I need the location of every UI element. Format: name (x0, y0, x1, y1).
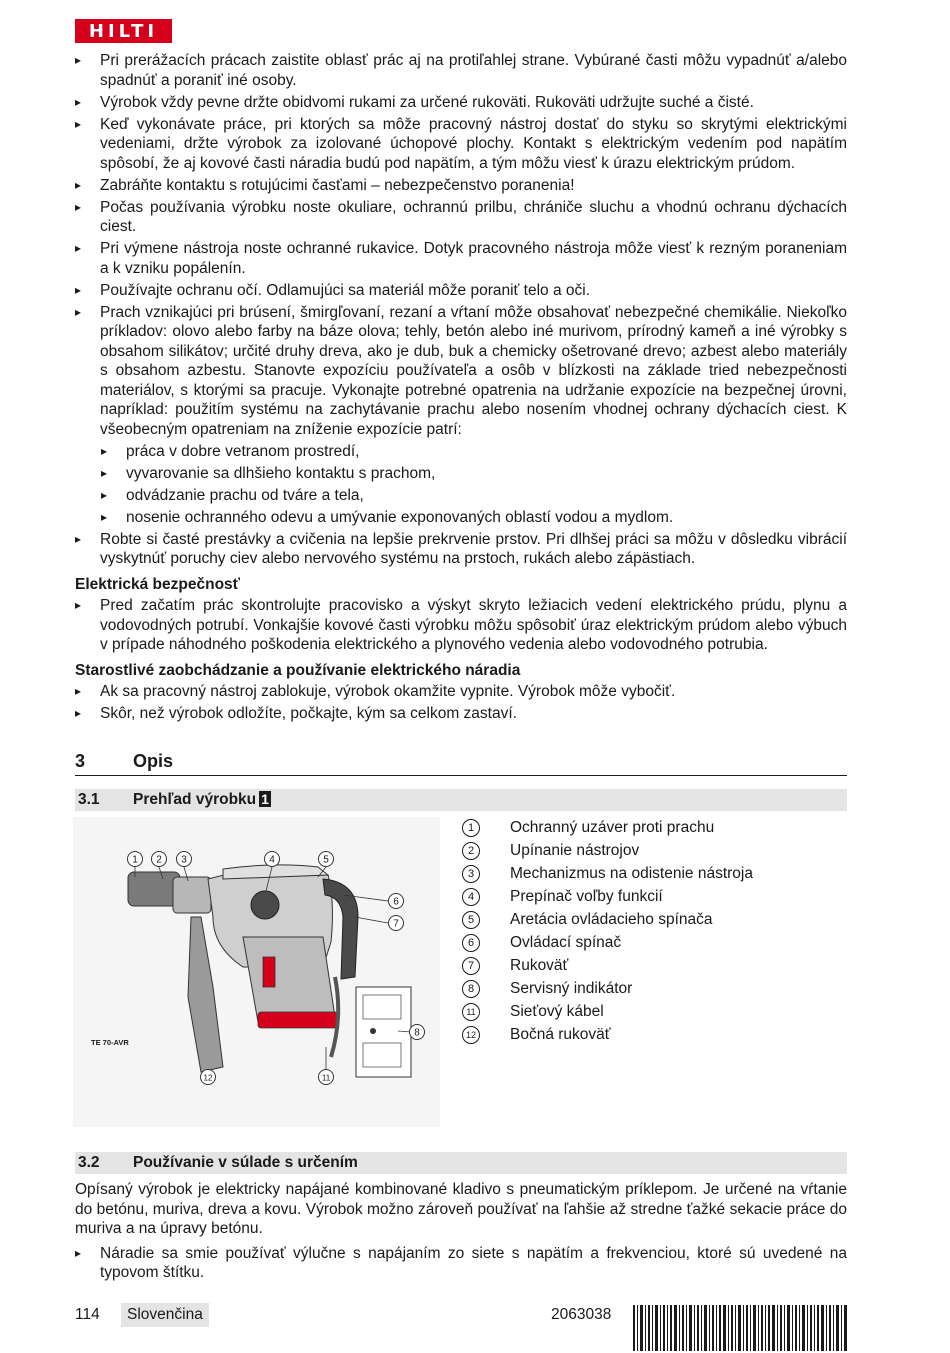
hilti-logo: HILTI (75, 19, 172, 43)
safety-bullet: ▸ Výrobok vždy pevne držte obidvomi rukami za určené rukoväti. Rukoväti udržujte suché a čisté. (75, 93, 847, 113)
dust-measure-item: ▸ práca v dobre vetranom prostredí, (101, 442, 847, 462)
safety-content (75, 51, 847, 726)
legend-number: 8 (462, 980, 480, 998)
svg-text:12: 12 (203, 1073, 213, 1083)
legend-number: 3 (462, 865, 480, 883)
legend-number: 2 (462, 842, 480, 860)
svg-text:3: 3 (181, 854, 187, 866)
legend-label: Aretácia ovládacieho spínača (510, 911, 713, 928)
service-indicator-box (356, 987, 411, 1077)
page-footer (75, 1300, 847, 1340)
safety-bullet: ▸ Počas používania výrobku noste okuliare, ochrannú prilbu, chrániče sluchu a vhodnú ochranu dýchacích ciest. (75, 198, 847, 237)
legend-label: Ovládací spínač (510, 934, 622, 951)
legend-label: Servisný indikátor (510, 980, 633, 997)
callout-1 (128, 852, 143, 867)
legend-number: 12 (462, 1026, 480, 1044)
svg-text:2: 2 (156, 854, 162, 866)
callout-12 (201, 1070, 216, 1085)
legend-item (462, 887, 847, 910)
callout-2 (152, 852, 167, 867)
callout-4 (265, 852, 280, 867)
legend-number: 4 (462, 888, 480, 906)
dust-measure-item: ▸ nosenie ochranného odevu a umývanie exponovaných oblastí vodou a mydlom. (101, 508, 847, 528)
legend-label: Sieťový kábel (510, 1003, 604, 1020)
legend-item (462, 1002, 847, 1025)
dust-measure-item: ▸ odvádzanie prachu od tváre a tela, (101, 486, 847, 506)
svg-text:6: 6 (393, 896, 399, 908)
base-strip-shape (258, 1012, 338, 1028)
careful-use-bullet: ▸ Ak sa pracovný nástroj zablokuje, výrobok okamžite vypnite. Výrobok môže vybočiť. (75, 682, 847, 702)
section-3-heading: 3 Opis (75, 750, 847, 776)
svg-text:1: 1 (132, 854, 138, 866)
callout-8 (410, 1025, 425, 1040)
hammer-drill-illustration (73, 817, 440, 1127)
legend-item (462, 933, 847, 956)
figure-ref-badge: 1 (261, 791, 269, 807)
legend-item (462, 956, 847, 979)
safety-bullet: ▸ Prach vznikajúci pri brúsení, šmirgľovaní, rezaní a vŕtaní môže obsahovať nebezpečné chemikálie. Niekoľko príkladov: olovo alebo farby na báze olova; tehly, betón alebo iné murivom, prírodný kameň a iné výrobky s obsahom silikátov; určité druhy dreva, ako je dub, buk a chemicky ošetrované drevo; azbest alebo materiály s obsahom azbestu. Stanovte expozíciu používateľa a osôb v blízkosti na základe tried nebezpečnosti materiálov, s ktorými sa pracuje. Vykonajte potrebné opatrenia na udržanie expozície na bezpečnej úrovni, napríklad: použitím systému na zachytávanie prachu alebo nosením vhodnej ochrany dýchacích ciest. K všeobecným opatreniam na zníženie expozície patrí: (75, 303, 847, 440)
electrical-safety-bullet: ▸ Pred začatím prác skontrolujte pracovisko a výskyt skryto ležiacich vedení elektrického prúdu, plynu a vodovodných potrubí. Vonkajšie kovové časti výrobku môžu spôsobiť úraz elektrickým prúdom alebo výbuch v prípade náhodného poškodenia elektrického a plynového vedenia alebo vodovodného potrubia. (75, 596, 847, 655)
legend-label: Rukoväť (510, 957, 569, 974)
dust-measure-item: ▸ vyvarovanie sa dlhšieho kontaktu s prachom, (101, 464, 847, 484)
svg-text:11: 11 (321, 1073, 331, 1083)
dust-cap-shape (128, 872, 180, 906)
callout-7 (389, 916, 404, 931)
callout-6 (389, 894, 404, 909)
red-strip-shape (263, 957, 275, 987)
legend-number: 5 (462, 911, 480, 929)
motor-housing-shape (243, 937, 335, 1022)
barcode (633, 1305, 847, 1351)
legend-item (462, 841, 847, 864)
section-3-2-heading: 3.2 Používanie v súlade s určením (75, 1152, 847, 1174)
intended-use-paragraph: Opísaný výrobok je elektricky napájané kombinované kladivo s pneumatickým príklepom. Je určené na vŕtanie do betónu, muriva, dreva a kovu. Výrobok možno zároveň používať na ľahšie až stredne ťažké sekacie práce do muriva a na úpravy betónu. (75, 1181, 847, 1237)
svg-text:8: 8 (414, 1027, 420, 1039)
careful-use-bullet: ▸ Skôr, než výrobok odložíte, počkajte, kým sa celkom zastaví. (75, 704, 847, 724)
legend-number: 11 (462, 1003, 480, 1021)
legend-item (462, 910, 847, 933)
legend-item (462, 979, 847, 1002)
callout-3 (177, 852, 192, 867)
callout-5 (319, 852, 334, 867)
safety-bullet: ▸ Pri prerážacích prácach zaistite oblasť prác aj na protiľahlej strane. Vybúrané časti môžu vypadnúť a/alebo spadnúť a poraniť iné osoby. (75, 51, 847, 90)
svg-text:4: 4 (269, 854, 275, 866)
legend-label: Bočná rukoväť (510, 1026, 611, 1043)
safety-bullet: ▸ Robte si časté prestávky a cvičenia na lepšie prekrvenie prstov. Pri dlhšej práci sa môžu v dôsledku vibrácií vyskytnúť poruchy ciev alebo nervového systému na prstoch, rukách alebo zápästiach. (75, 530, 847, 569)
legend-number: 6 (462, 934, 480, 952)
language-label: Slovenčina (121, 1303, 209, 1327)
legend-label: Upínanie nástrojov (510, 842, 640, 859)
document-code: 2063038 (551, 1306, 612, 1323)
section-3-2-body (75, 1180, 847, 1285)
model-label: TE 70-AVR (91, 1038, 129, 1047)
page-number: 114 (75, 1306, 100, 1323)
safety-bullet: ▸ Zabráňte kontaktu s rotujúcimi časťami – nebezpečenstvo poranenia! (75, 176, 847, 196)
electrical-safety-heading: Elektrická bezpečnosť (75, 575, 241, 593)
product-figure (73, 817, 440, 1127)
safety-bullet: ▸ Keď vykonávate práce, pri ktorých sa môže pracovný nástroj dostať do styku so skrytými elektrickými vedeniami, držte výrobok za izolované úchopové plochy. Kontakt s elektrickým vedením pod napätím spôsobí, že aj kovové časti náradia budú pod napätím, a tým môžu viesť k úrazu elektrickým prúdom. (75, 115, 847, 174)
svg-text:5: 5 (323, 854, 329, 866)
legend-number: 7 (462, 957, 480, 975)
tool-holder-shape (173, 877, 211, 913)
legend-number: 1 (462, 819, 480, 837)
function-selector-shape (251, 891, 279, 919)
section-3-1-heading: 3.1 Prehľad výrobku 1 (75, 789, 847, 811)
safety-bullet: ▸ Pri výmene nástroja noste ochranné rukavice. Dotyk pracovného nástroja môže viesť k rezným poraneniam a k vzniku popálenín. (75, 239, 847, 278)
legend-label: Mechanizmus na odistenie nástroja (510, 865, 753, 882)
svg-text:7: 7 (393, 918, 399, 930)
legend-item (462, 818, 847, 841)
component-legend (462, 818, 847, 1048)
careful-use-heading: Starostlivé zaobchádzanie a používanie elektrického náradia (75, 661, 521, 679)
legend-label: Ochranný uzáver proti prachu (510, 819, 715, 836)
legend-label: Prepínač voľby funkcií (510, 888, 663, 905)
callout-11 (319, 1070, 334, 1085)
legend-item (462, 864, 847, 887)
legend-item (462, 1025, 847, 1048)
intended-use-bullet: ▸ Náradie sa smie používať výlučne s napájaním zo siete s napätím a frekvenciou, ktoré sú uvedené na typovom štítku. (75, 1244, 847, 1283)
safety-bullet: ▸ Používajte ochranu očí. Odlamujúci sa materiál môže poraniť telo a oči. (75, 281, 847, 301)
